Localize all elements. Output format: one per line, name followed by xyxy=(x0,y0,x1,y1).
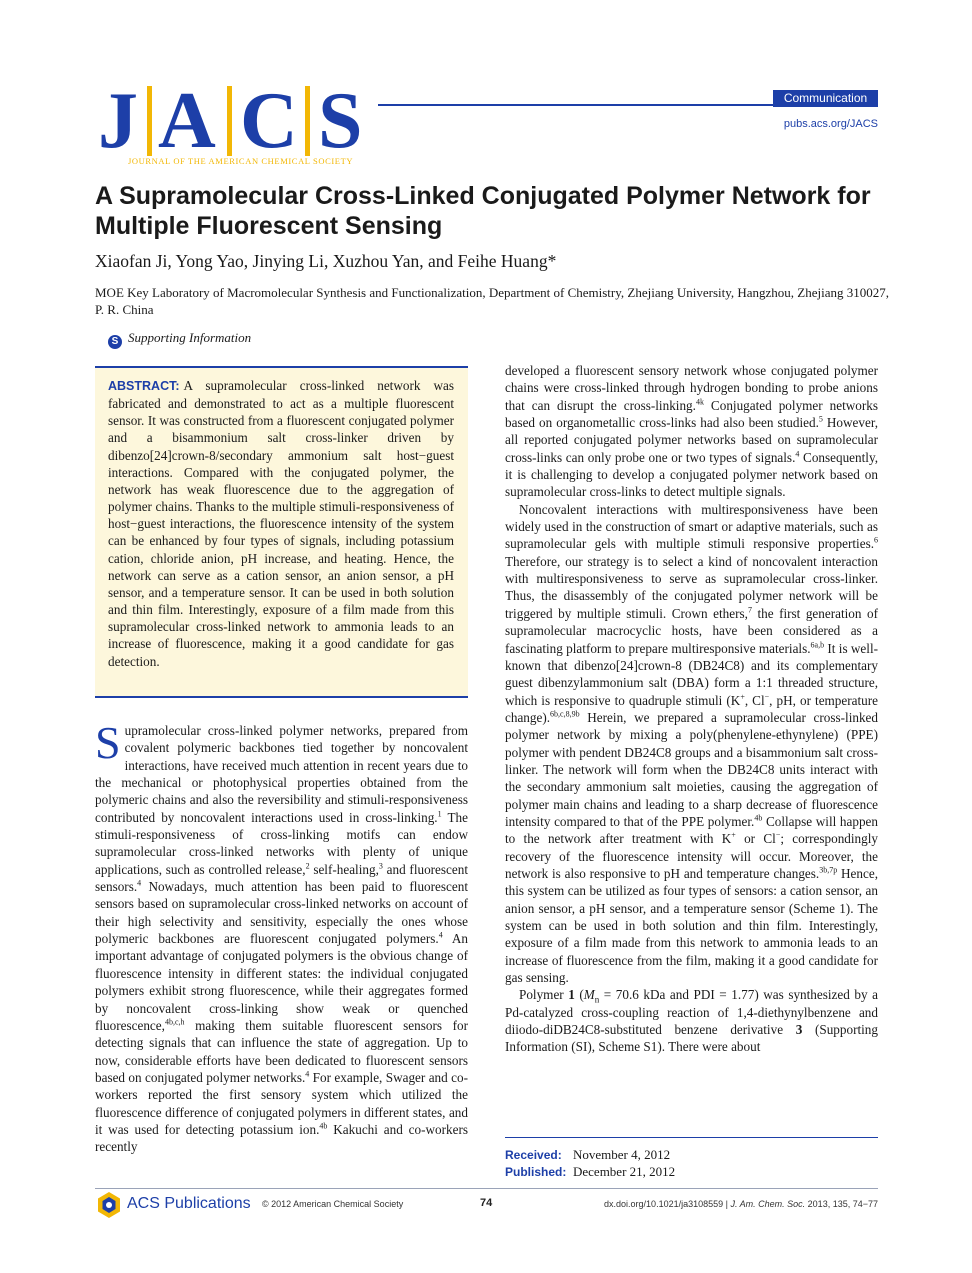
body-text: Consequently, it is challenging to develop a conjugated polymer network based on supramolecular cross-links to detect multiple signals. xyxy=(505,449,878,500)
citation-volume: 2013, 135, 74−77 xyxy=(805,1199,878,1209)
body-text: Herein, we prepared a supramolecular cross-linked polymer network by mixing a poly(phenylene-ethynylene) (PPE) polymer with pendent DB24C8 groups and a bisammonium salt cross-linker. The network will form when the DB24C8 units interact with the secondary ammonium salt moieties, causing the aggregation of polymer main chains and leading to a sharp decrease of fluorescence intensity compared to that of the PPE polymer. xyxy=(505,709,878,829)
charge-superscript: + xyxy=(731,830,736,840)
published-label: Published: xyxy=(505,1165,567,1179)
journal-url-link[interactable]: pubs.acs.org/JACS xyxy=(783,118,878,130)
charge-superscript: + xyxy=(740,692,745,702)
citation-ref[interactable]: 5 xyxy=(818,414,823,424)
citation-ref[interactable]: 6b,c,8,9b xyxy=(550,709,580,719)
body-text: Therefore, our strategy is to select a kind of noncovalent interaction with multiresponsiveness to serve as supramolecular cross-linker. Thus, the disassembly of the conjugated polymer network will be triggered by multiple stimuli. Crown ethers, xyxy=(505,553,878,621)
author-affiliation: MOE Key Laboratory of Macromolecular Synthesis and Functionalization, Department of Chemistry, Zhejiang University, Hangzhou, Zhejiang 310027, P. R. China xyxy=(95,285,890,317)
body-text: making them suitable fluorescent sensors for detecting signals that can influence the state of aggregation. Up to now, considerable efforts have been dedicated to fluorescent sensors based on conjugated polymer networks. xyxy=(95,1017,468,1085)
journal-full-name: JOURNAL OF THE AMERICAN CHEMICAL SOCIETY xyxy=(128,156,354,166)
received-date-row xyxy=(505,1146,670,1164)
citation-ref[interactable]: 4b,c,h xyxy=(164,1017,185,1027)
dates-divider xyxy=(505,1137,878,1138)
body-text: Kakuchi and co-workers recently xyxy=(95,1121,468,1155)
body-paragraph xyxy=(505,362,878,501)
body-text: , pH, or temperature change). xyxy=(505,692,879,725)
citation-ref[interactable]: 6a,b xyxy=(810,640,825,650)
body-text: upramolecular cross-linked polymer networks, prepared from covalent polymeric backbones tied together by noncovalent interactions, have received much attention in recent years due to the mechanical or photophysical properties obtained from the polymeric chains and also the reversibility and stimuli-responsiveness contributed by noncovalent interactions used in cross-linking. xyxy=(95,723,468,825)
abstract-label: ABSTRACT: xyxy=(108,379,180,393)
body-text: and fluorescent sensors. xyxy=(95,861,469,895)
article-type-badge: Communication xyxy=(773,90,878,107)
drop-cap: S xyxy=(95,717,121,768)
abstract-paragraph xyxy=(108,377,454,670)
footer-divider xyxy=(95,1188,878,1189)
citation-ref[interactable]: 7 xyxy=(747,605,752,615)
body-text: or Cl xyxy=(735,831,776,847)
body-text: = 70.6 kDa and PDI = 1.77) was synthesized by a Pd-catalyzed cross-coupling reaction of 1,4-diethynylbenzene and diiodo-diDB24C8-substituted benzene derivative xyxy=(505,987,878,1038)
body-text: ( xyxy=(574,987,584,1003)
body-text: Conjugated polymer networks based on organometallic cross-links had also been studied. xyxy=(505,397,878,431)
body-text: It is well-known that dibenzo[24]crown-8 (DB24C8) and its complementary guest dibenzylammonium salt (DBA) form a 1:1 threaded structure, which is responsive to quadruple stimuli (K xyxy=(505,640,878,708)
logo-letter-j: J xyxy=(98,77,138,165)
author-list: Xiaofan Ji, Yong Yao, Jinying Li, Xuzhou Yan, and Feihe Huang* xyxy=(95,251,557,271)
body-text: the first generation of supramolecular macrocyclic hosts, have been considered as a fascinating platform to prepare multiresponsive materials. xyxy=(505,605,878,656)
body-text: Collapse will happen to the network after treatment with K xyxy=(505,813,878,847)
supporting-info-label: Supporting Information xyxy=(128,330,252,345)
acs-hexagon-logo-icon[interactable] xyxy=(95,1191,123,1219)
body-paragraph xyxy=(95,717,469,1156)
received-label: Received: xyxy=(505,1148,562,1162)
body-text: For example, Swager and co-workers reported the first sensory system which utilized the fluorescence difference of conjugated polymers in different states, and it was used for detecting potassium ion. xyxy=(95,1069,468,1137)
logo-letter-a: A xyxy=(158,77,216,165)
body-text: Nowadays, much attention has been paid to fluorescent sensors based on supramolecular cross-linked networks on account of their high selectivity and sensitivity, especially the ones whose polymeric backbones are fluorescent conjugated polymers. xyxy=(95,879,468,947)
citation-ref[interactable]: 4 xyxy=(795,449,800,459)
math-subscript: n xyxy=(594,995,600,1006)
body-paragraph xyxy=(505,986,878,1055)
charge-superscript: − xyxy=(775,830,781,840)
citation-ref[interactable]: 3b,7p xyxy=(819,865,838,875)
body-text: ; correspondingly recovery of the fluorescence intensity will occur. Moreover, the network is also responsive to pH and temperature changes. xyxy=(505,831,879,881)
page-number: 74 xyxy=(480,1197,493,1209)
body-text: Polymer xyxy=(519,987,569,1003)
published-date: December 21, 2012 xyxy=(573,1164,676,1179)
citation-ref[interactable]: 4b xyxy=(319,1121,328,1131)
citation-ref[interactable]: 2 xyxy=(305,861,310,871)
citation-journal: J. Am. Chem. Soc. xyxy=(730,1199,806,1209)
math-symbol: M xyxy=(583,987,595,1003)
body-text: self-healing, xyxy=(309,861,379,877)
logo-divider xyxy=(305,86,310,156)
citation-ref[interactable]: 4 xyxy=(305,1069,310,1079)
body-text: An important advantage of conjugated polymers is the obvious change of fluorescence intensity in different states: the individual conjugated polymers exhibit strong fluorescence, while their aggregates formed by noncovalent cross-linking show weak or quenched fluorescence, xyxy=(95,931,469,1033)
body-column-left xyxy=(95,717,469,1156)
body-text: The stimuli-responsiveness of cross-linking motifs can endow supramolecular cross-linked networks with plenty of unique applications, such as controlled release, xyxy=(95,809,469,877)
compound-number: 3 xyxy=(795,1022,803,1038)
body-text: developed a fluorescent sensory network whose conjugated polymer chains were cross-linked through hydrogen bonding to probe anions that can disrupt the cross-linking. xyxy=(505,363,878,413)
body-text: , Cl xyxy=(744,692,765,708)
citation-ref[interactable]: 3 xyxy=(378,861,383,871)
supporting-info-icon: S xyxy=(108,335,122,349)
compound-number: 1 xyxy=(568,987,575,1003)
logo-letter-c: C xyxy=(240,77,298,165)
logo-letter-s: S xyxy=(318,77,363,165)
body-text: Noncovalent interactions with multiresponsiveness have been widely used in the construction of smart or adaptive materials, such as supramolecular gels with multiple stimuli responsive properties. xyxy=(505,501,878,552)
charge-superscript: − xyxy=(764,692,770,702)
citation-ref[interactable]: 4k xyxy=(695,397,704,407)
body-text: Hence, this system can be utilized as four types of sensors: a cation sensor, an anion sensor, a pH sensor, and a temperature sensor (Scheme 1). The system can be used in both solution and thin film. Interestingly, exposure of a film made from this network to ammonia leads to an increase of fluorescence from the film, making it a good candidate for gas sensing. xyxy=(505,865,878,986)
citation-ref[interactable]: 1 xyxy=(437,809,442,819)
logo-divider xyxy=(227,86,232,156)
logo-divider xyxy=(147,86,152,156)
body-paragraph xyxy=(505,501,878,987)
citation-ref[interactable]: 6 xyxy=(874,536,878,546)
abstract-text: A supramolecular cross-linked network was fabricated and demonstrated to act as a multiple fluorescent sensor. It was constructed from a fluorescent conjugated polymer and a bisammonium salt cross-linker driven by dibenzo[24]crown-8/secondary ammonium salt host−guest interactions. Compared with the conjugated polymer, the network has weak fluorescence due to the aggregation of polymer chains. Thanks to the multiple stimuli-responsiveness of host−guest interactions, the fluorescence intensity of the system can be enhanced by four types of signals, including potassium cation, chloride anion, pH increase, and heating. Hence, the network can serve as a cation sensor, an anion sensor, a pH sensor, and a temperature sensor. It can be used in both solution and thin film. Interestingly, exposure of a film made from this supramolecular cross-linked network to ammonia leads to an increase of fluorescence, making it a good candidate for gas detection. xyxy=(108,378,454,669)
copyright-notice: © 2012 American Chemical Society xyxy=(262,1199,404,1209)
citation-ref[interactable]: 4 xyxy=(137,878,142,888)
citation-ref[interactable]: 4b xyxy=(754,813,763,823)
body-text: However, all reported conjugated polymer networks based on supramolecular cross-links can only probe one or two types of signals. xyxy=(505,415,878,465)
body-text: (Supporting Information (SI), Scheme S1). There were about xyxy=(505,1022,878,1055)
doi-citation: dx.doi.org/10.1021/ja3108559 | J. Am. Chem. Soc. 2013, 135, 74−77 xyxy=(604,1199,878,1209)
doi-link[interactable]: dx.doi.org/10.1021/ja3108559 xyxy=(604,1199,724,1209)
publisher-name[interactable]: ACS Publications xyxy=(127,1195,251,1212)
received-date: November 4, 2012 xyxy=(573,1147,671,1162)
article-title: A Supramolecular Cross-Linked Conjugated Polymer Network for Multiple Fluorescent Sensing xyxy=(95,182,871,240)
supporting-info-link[interactable] xyxy=(108,330,251,349)
citation-ref[interactable]: 4 xyxy=(438,930,443,940)
abstract-box xyxy=(95,366,468,698)
body-column-right xyxy=(505,362,878,1056)
published-date-row xyxy=(505,1163,675,1181)
